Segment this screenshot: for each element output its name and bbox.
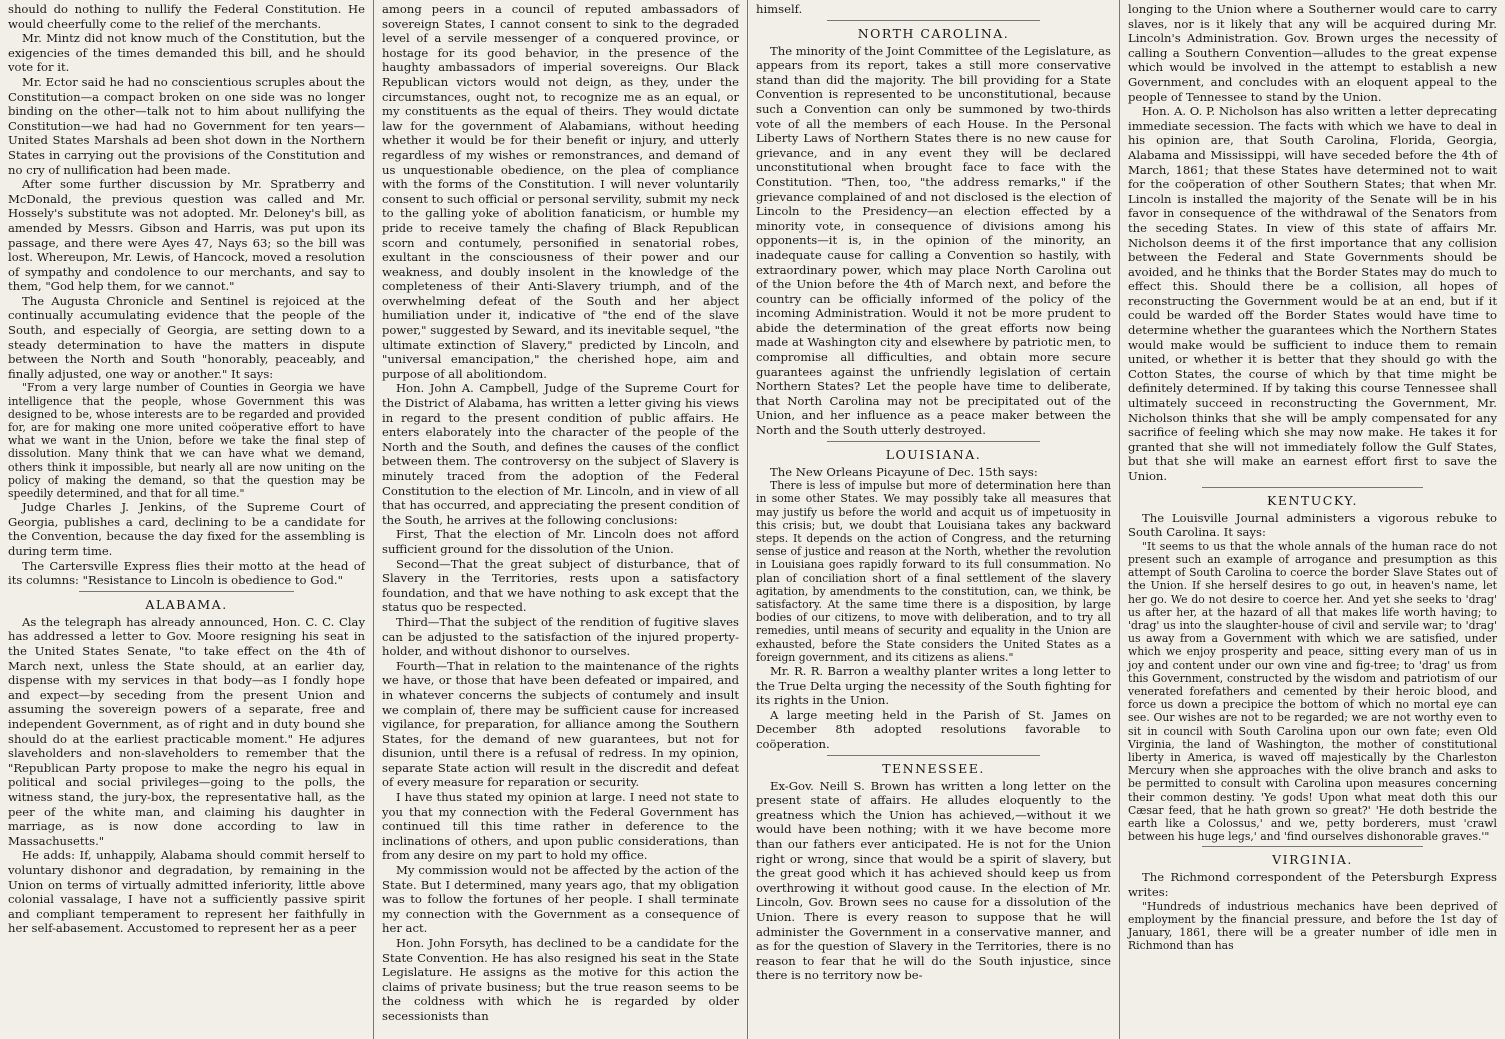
section-heading-alabama: ALABAMA. xyxy=(145,596,228,612)
paragraph: The Augusta Chronicle and Sentinel is rejoiced at the continually accumulating evidence that the people of the South, and especially of Georgia, are setting down to a steady determination to have the matters in dispute between the North and South "honorably, peaceably, and finally adjusted, one way or another." It says: xyxy=(8,293,365,381)
paragraph: should do nothing to nullify the Federal Constitution. He would cheerfully come to the relief of the merchants. xyxy=(8,2,365,31)
paragraph: As the telegraph has already announced, Hon. C. C. Clay has addressed a letter to Gov. Moore resigning his seat in the United States Senate, "to take effect on the 4th of March next, unless the State should, at an earlier day, dispense with my services in that body—as I fondly hope and expect—by seceding from the present Union and assuming the sovereign powers of a separate, free and independent Government, as of right and in duty bound she should do at the earliest practicable moment." He adjures slaveholders and non-slaveholders to remember that the "Republican Party propose to make the negro his equal in political and social privileges—going to the polls, the witness stand, the jury-box, the representative hall, as the peer of the white man, and claiming his daughter in marriage, as is now done according to law in Massachusetts." xyxy=(8,614,365,848)
section-heading-tennessee: TENNESSEE. xyxy=(882,760,985,776)
paragraph: Mr. R. R. Barron a wealthy planter writes a long letter to the True Delta urging the necessity of the South fighting for its rights in the Union. xyxy=(756,664,1111,708)
section-divider xyxy=(79,591,293,592)
quote-paragraph: "It seems to us that the whole annals of the human race do not present such an example of arrogance and presumption as this attempt of South Carolina to coerce the border Slave States out of the Union. If she herself desires to go out, in heaven's name, let her go. We do not desire to coerce her. And yet she seeks to 'drag' us after her, at the hazard of all that makes life worth having; to 'drag' us into the slaughter-house of civil and servile war; to 'drag' us away from a Government with which we are satisfied, under which we enjoy prosperity and peace, sitting every man of us in joy and content under our own vine and fig-tree; to 'drag' us from this Government, constructed by the wisdom and patriotism of our venerated forefathers and cemented by their heroic blood, and force us down a precipice the bottom of which no mortal eye can see. Our wishes are not to be regarded; we are not worthy even to sit in council with South Carolina upon our own fate; even Old Virginia, the land of Washington, the mother of constitutional liberty in America, is waved off majestically by the Charleston Mercury when she approaches with the olive branch and asks to be permitted to consult with Carolina upon measures concerning their common destiny. 'Ye gods! Upon what meat doth this our Cæsar feed, that he hath grown so great?' 'He doth bestride the earth like a Colossus,' and we, petty borderers, must 'crawl between his huge legs,' and 'find ourselves dishonorable graves.'" xyxy=(1128,539,1497,844)
paragraph: Hon. A. O. P. Nicholson has also written a letter deprecating immediate secession. The facts with which we have to deal in his opinion are, that South Carolina, Florida, Georgia, Alabama and Mississippi, will have seceded before the 4th of March, 1861; that these States have determined not to wait for the coöperation of other Southern States; that when Mr. Lincoln is installed the majority of the Senate will be in his favor in consequence of the withdrawal of the Senators from the seceding States. In view of this state of affairs Mr. Nicholson deems it of the first importance that any collision between the Federal and State Governments should be avoided, and he thinks that the Border States may do much to effect this. Should there be a collision, all hopes of reconstructing the Government would be at an end, but if it could be warded off the Border States would have time to determine whether the guarantees which the Northern States would make would be sufficient to induce them to remain united, or whether it is better that they should go with the Cotton States, the course of which by that time might be definitely determined. If by taking this course Tennessee shall ultimately succeed in reconstructing the Government, Mr. Nicholson thinks that she will be amply compensated for any sacrifice of feeling which she may now make. He takes it for granted that she will not immediately follow the Gulf States, but that she will make an earnest effort first to save the Union. xyxy=(1128,104,1497,483)
paragraph: Mr. Ector said he had no conscientious scruples about the Constitution—a compact broken on one side was no longer binding on the other—talk not to him about nullifying the Constitution—we had had no Government for ten years—United States Marshals ad been shot down in the Northern States in carrying out the provisions of the Constitution and no cry of nullification had been made. xyxy=(8,74,365,177)
paragraph: The New Orleans Picayune of Dec. 15th says: xyxy=(770,464,1038,479)
paragraph: Third—That the subject of the rendition of fugitive slaves can be adjusted to the satisfaction of the injured property-holder, and without dishonor to ourselves. xyxy=(382,614,739,659)
section-heading-north-carolina: NORTH CAROLINA. xyxy=(857,25,1010,41)
column-2 xyxy=(374,0,748,1039)
section-heading-louisiana: LOUISIANA. xyxy=(885,446,982,462)
column-4 xyxy=(1120,0,1505,1039)
column-3 xyxy=(748,0,1120,1039)
paragraph: The Richmond correspondent of the Petersburgh Express writes: xyxy=(1128,870,1497,900)
section-divider xyxy=(827,755,1040,756)
paragraph: After some further discussion by Mr. Spratberry and McDonald, the previous question was called and Mr. Hossely's substitute was not adopted. Mr. Deloney's bill, as amended by Messrs. Gibson and Harris, was put upon its passage, and there were Ayes 47, Nays 63; so the bill was lost. Whereupon, Mr. Lewis, of Hancock, moved a resolution of sympathy and condolence to our merchants, and say to them, "God help them, for we cannot." xyxy=(8,177,365,294)
column-1 xyxy=(0,0,374,1039)
paragraph: Hon. John Forsyth, has declined to be a candidate for the State Convention. He has also resigned his seat in the State Legislature. He assigns as the motive for this action the claims of private business; but the true reason seems to be the coldness with which he is regarded by older secessionists than xyxy=(382,936,739,1023)
quote-paragraph: "Hundreds of industrious mechanics have been deprived of employment by the financial pressure, and before the 1st day of January, 1861, there will be a greater number of idle men in Richmond than has xyxy=(1128,899,1497,953)
paragraph: First, That the election of Mr. Lincoln does not afford sufficient ground for the dissolution of the Union. xyxy=(382,527,739,556)
quote-paragraph: "From a very large number of Counties in Georgia we have intelligence that the people, whose Government this was designed to be, whose interests are to be regarded and provided for, are for making one more united coöperative effort to have what we want in the Union, before we take the final step of dissolution. Many think that we can have what we demand, others think it impossible, but nearly all are now uniting on the policy of making the demand, so that the question may be speedily determined, and that for all time." xyxy=(8,381,365,501)
paragraph: Mr. Mintz did not know much of the Constitution, but the exigencies of the times demanded this bill, and he should vote for it. xyxy=(8,31,365,75)
paragraph: among peers in a council of reputed ambassadors of sovereign States, I cannot consent to sink to the degraded level of a servile messenger of a conquered province, or hostage for its good behavior, in the presence of the haughty ambassadors of imperial sovereigns. Our Black Republican victors would not deign, as they, under the circumstances, ought not, to recognize me as an equal, or my constituents as the equal of theirs. They would dictate law for the government of Alabamians, without heeding whether it would be for their benefit or injury, and utterly regardless of my wishes or remonstrances, and demand of us unquestionable obedience, on the plea of compliance with the forms of the Constitution. I will never voluntarily consent to such official or personal servility, submit my neck to the galling yoke of abolition fanaticism, or humble my pride to receive tamely the chafing of Black Republican scorn and contumely, personified in senatorial robes, exultant in the consciousness of their power and our weakness, and doubly insolent in the knowledge of the completeness of their Anti-Slavery triumph, and of the overwhelming defeat of the South and her abject humiliation under it, indicative of "the end of the slave power," suggested by Seward, and its inevitable sequel, "the ultimate extinction of Slavery," predicted by Lincoln, and "universal emancipation," the cherished hope, aim and purpose of all abolitiondom. xyxy=(382,2,739,381)
section-divider xyxy=(827,441,1040,442)
paragraph: The minority of the Joint Committee of the Legislature, as appears from its report, takes a still more conservative stand than did the majority. The bill providing for a State Convention is represented to be unconstitutional, because such a Convention can only be summoned by two-thirds vote of all the members of each House. In the Personal Liberty Laws of Northern States there is no new cause for grievance, and in any event they will be declared unconstitutional when brought face to face with the Constitution. "Then, too, "the address remarks," if the grievance complained of and not disclosed is the election of Lincoln to the Presidency—an election effected by a minority vote, in consequence of divisions among his opponents—it is, in the opinion of the minority, an inadequate cause for calling a Convention so hastily, with extraordinary power, which may place North Carolina out of the Union before the 4th of March next, and before the country can be officially informed of the policy of the incoming Administration. Would it not be more prudent to abide the determination of the great efforts now being made at Washington city and elsewhere by patriotic men, to compromise all difficulties, and obtain more secure guarantees against the unfriendly legislation of certain Northern States? Let the people have time to deliberate, that North Carolina may not be precipitated out of the Union, and her influence as a peace maker between the North and the South utterly destroyed. xyxy=(756,43,1111,438)
section-divider xyxy=(827,20,1040,21)
paragraph: Judge Charles J. Jenkins, of the Supreme Court of Georgia, publishes a card, declining to be a candidate for the Convention, because the day fixed for the assembling is during term time. xyxy=(8,500,365,559)
paragraph: I have thus stated my opinion at large. I need not state to you that my connection with the Federal Government has continued till this time rather in deference to the inclinations of others, and upon public considerations, than from any desire on my part to hold my office. xyxy=(382,790,739,863)
paragraph: The Cartersville Express flies their motto at the head of its columns: "Resistance to Lincoln is obedience to God." xyxy=(8,558,365,588)
paragraph: longing to the Union where a Southerner would care to carry slaves, nor is it likely that any will be acquired during Mr. Lincoln's Administration. Gov. Brown urges the necessity of calling a Southern Convention—alludes to the great expense which would be involved in the attempt to establish a new Government, and concludes with an eloquent appeal to the people of Tennessee to stand by the Union. xyxy=(1128,2,1497,104)
quote-paragraph: There is less of impulse but more of determination here than in some other States. We may possibly take all measures that may justify us before the world and acquit us of impetuosity in this crisis; but, we doubt that Louisiana takes any backward steps. It depends on the action of Congress, and the returning sense of justice and reason at the North, whether the revolution in Louisiana goes rapidly forward to its full consummation. No plan of conciliation short of a final settlement of the slavery agitation, by amendments to the constitution, can, we think, be satisfactory. At the same time there is a disposition, by large bodies of our citizens, to move with deliberation, and to try all remedies, until means of security and equality in the Union are exhausted, before the State considers the United States as a foreign government, and its citizens as aliens." xyxy=(756,479,1111,664)
paragraph: Second—That the great subject of disturbance, that of Slavery in the Territories, rests upon a satisfactory foundation, and that we have nothing to ask except that the status quo be respected. xyxy=(382,556,739,615)
paragraph: Fourth—That in relation to the maintenance of the rights we have, or those that have been defeated or impaired, and in whatever concerns the subjects of contumely and insult we complain of, there may be sufficient cause for increased vigilance, for preparation, for alliance among the Southern States, for the demand of new guarantees, but not for disunion, until there is a refusal of redress. In my opinion, separate State action will result in the discredit and defeat of every measure for reparation or security. xyxy=(382,658,739,790)
section-divider xyxy=(1202,846,1423,847)
section-heading-kentucky: KENTUCKY. xyxy=(1267,492,1358,508)
paragraph: The Louisville Journal administers a vigorous rebuke to South Carolina. It says: xyxy=(1128,510,1497,540)
paragraph: Hon. John A. Campbell, Judge of the Supreme Court for the District of Alabama, has written a letter giving his views in regard to the present condition of public affairs. He enters elaborately into the character of the people of the North and the South, and defines the causes of the conflict between them. The controversy on the subject of Slavery is minutely traced from the adoption of the Federal Constitution to the election of Mr. Lincoln, and in view of all that has occurred, and appreciating the present condition of the South, he arrives at the following conclusions: xyxy=(382,381,739,527)
paragraph: He adds: If, unhappily, Alabama should commit herself to voluntary dishonor and degradation, by remaining in the Union on terms of virtually admitted inferiority, little above colonial vassalage, I have not a sufficiently passive spirit and compliant temperament to represent her faithfully in her self-abasement. Accustomed to represent her as a peer xyxy=(8,848,365,936)
paragraph: My commission would not be affected by the action of the State. But I determined, many years ago, that my obligation was to follow the fortunes of her people. I shall terminate my connection with the Government as a consequence of her act. xyxy=(382,863,739,936)
paragraph: A large meeting held in the Parish of St. James on December 8th adopted resolutions favorable to coöperation. xyxy=(756,707,1111,752)
paragraph: Ex-Gov. Neill S. Brown has written a long letter on the present state of affairs. He alludes eloquently to the greatness which the Union has achieved,—without it we would have been nothing; with it we have become more than our fathers ever anticipated. He is not for the Union right or wrong, since that would be a spirit of slavery, but the great good which it has achieved should keep us from overthrowing it without good cause. In the election of Mr. Lincoln, Gov. Brown sees no cause for a dissolution of the Union. There is every reason to suppose that he will administer the Government in a conservative manner, and as for the question of Slavery in the Territories, there is no reason to fear that he will do the South injustice, since there is no territory now be- xyxy=(756,778,1111,983)
paragraph: himself. xyxy=(756,2,803,16)
section-heading-virginia: VIRGINIA. xyxy=(1272,852,1353,868)
section-divider xyxy=(1202,487,1423,488)
